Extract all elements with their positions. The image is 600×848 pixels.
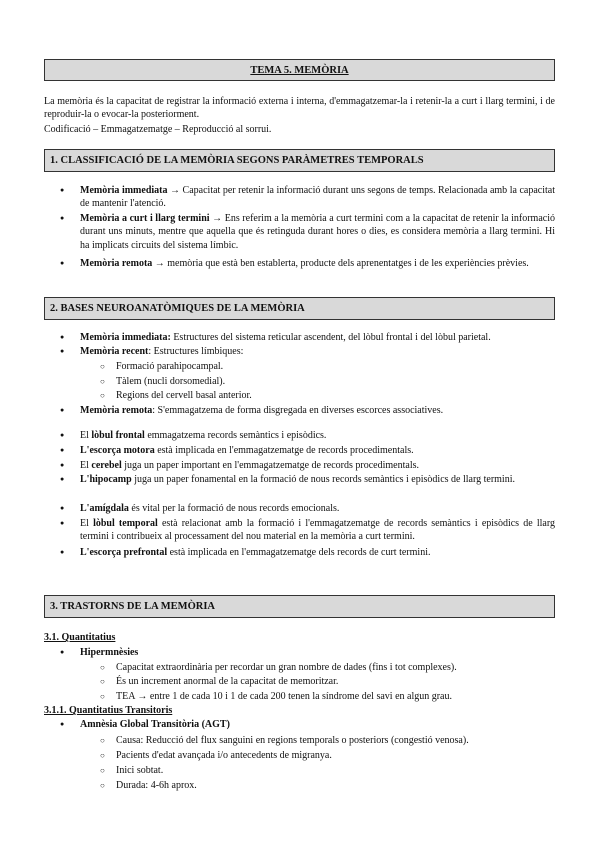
list-item: ● L'escorça prefrontal està implicada en l'emmagatzematge dels records de curt termini. <box>80 546 555 559</box>
list-item: ● Memòria remota → memòria que està ben establerta, producte dels aprenentatges i de les experiències prèvies. <box>80 257 555 270</box>
section-3-heading: 3. TRASTORNS DE LA MEMÒRIA <box>44 595 555 618</box>
intro-summary: Codificació – Emmagatzematge – Reproducció al sorrui. <box>44 124 272 135</box>
sub-list-item: ○ Capacitat extraordinària per recordar un gran nombre de dades (fins i tot complexes). <box>116 661 555 674</box>
sub-list-item: ○ Inici sobtat. <box>116 764 555 777</box>
sub-list-item: ○ Tàlem (nucli dorsomedial). <box>116 375 555 388</box>
sub-list-item: ○ Regions del cervell basal anterior. <box>116 389 555 402</box>
intro-paragraph: La memòria és la capacitat de registrar la informació externa i interna, d'emmagatzemar-la i retenir-la a curt i llarg termini, i de reproduir-la o evocar-la posteriorment. <box>44 96 555 120</box>
list-item: ● Memòria remota: S'emmagatzema de forma disgregada en diverses escorces associatives. <box>80 404 555 417</box>
sub-list-item: ○ TEA → entre 1 de cada 10 i 1 de cada 200 tenen la síndrome del savi en algun grau. <box>116 690 555 703</box>
sub-list-item: ○ Pacients d'edat avançada i/o antecedents de migranya. <box>116 749 555 762</box>
page-title: TEMA 5. MEMÒRIA <box>44 59 555 81</box>
subsection-heading: 3.1.1. Quantitatius Transitoris <box>44 705 173 716</box>
list-item: ● L'escorça motora està implicada en l'emmagatzematge de records procedimentals. <box>80 444 555 457</box>
list-item: ● Memòria a curt i llarg termini → Ens referim a la memòria a curt termini com a la capacitat de retenir la informació durant uns minuts, mentre que aquella que és retinguda durant hores o dies, es considera memòria a llarg termini. Hi ha implicats circuits del sistema límbic. <box>80 212 555 252</box>
list-item: ● El lòbul frontal emmagatzema records semàntics i episòdics. <box>80 429 555 442</box>
section-2-heading: 2. BASES NEUROANATÒMIQUES DE LA MEMÒRIA <box>44 297 555 320</box>
list-item: ● El cerebel juga un paper important en l'emmagatzematge de records procedimentals. <box>80 459 555 472</box>
list-item: ● L'amígdala és vital per la formació de nous records emocionals. <box>80 502 555 515</box>
sub-list-item: ○ És un increment anormal de la capacitat de memoritzar. <box>116 675 555 688</box>
list-item: ● Hipermnèsies <box>80 646 555 659</box>
list-item: ● Memòria immediata: Estructures del sistema reticular ascendent, del lòbul frontal i del lòbul parietal. <box>80 331 555 344</box>
sub-list-item: ○ Causa: Reducció del flux sanguini en regions temporals o posteriors (congestió venosa). <box>116 734 555 747</box>
section-1-heading: 1. CLASSIFICACIÓ DE LA MEMÒRIA SEGONS PARÀMETRES TEMPORALS <box>44 149 555 172</box>
list-item: ● Amnèsia Global Transitòria (AGT) <box>80 718 555 731</box>
sub-list-item: ○ Formació parahipocampal. <box>116 360 555 373</box>
subsection-heading: 3.1. Quantitatius <box>44 632 116 643</box>
sub-list-item: ○ Durada: 4-6h aprox. <box>116 779 555 792</box>
list-item: ● Memòria recent: Estructures límbiques: <box>80 345 555 358</box>
list-item: ● El lòbul temporal està relacionat amb la formació i l'emmagatzematge de records semàntics i episòdics de llarg termini i contribueix al processament del nou material en la memòria a curt termini. <box>80 517 555 544</box>
list-item: ● L'hipocamp juga un paper fonamental en la formació de nous records semàntics i episòdics de llarg termini. <box>80 473 555 486</box>
list-item: ● Memòria immediata → Capacitat per retenir la informació durant uns segons de temps. Relacionada amb la capacitat de mantenir l'atenció. <box>80 184 555 211</box>
